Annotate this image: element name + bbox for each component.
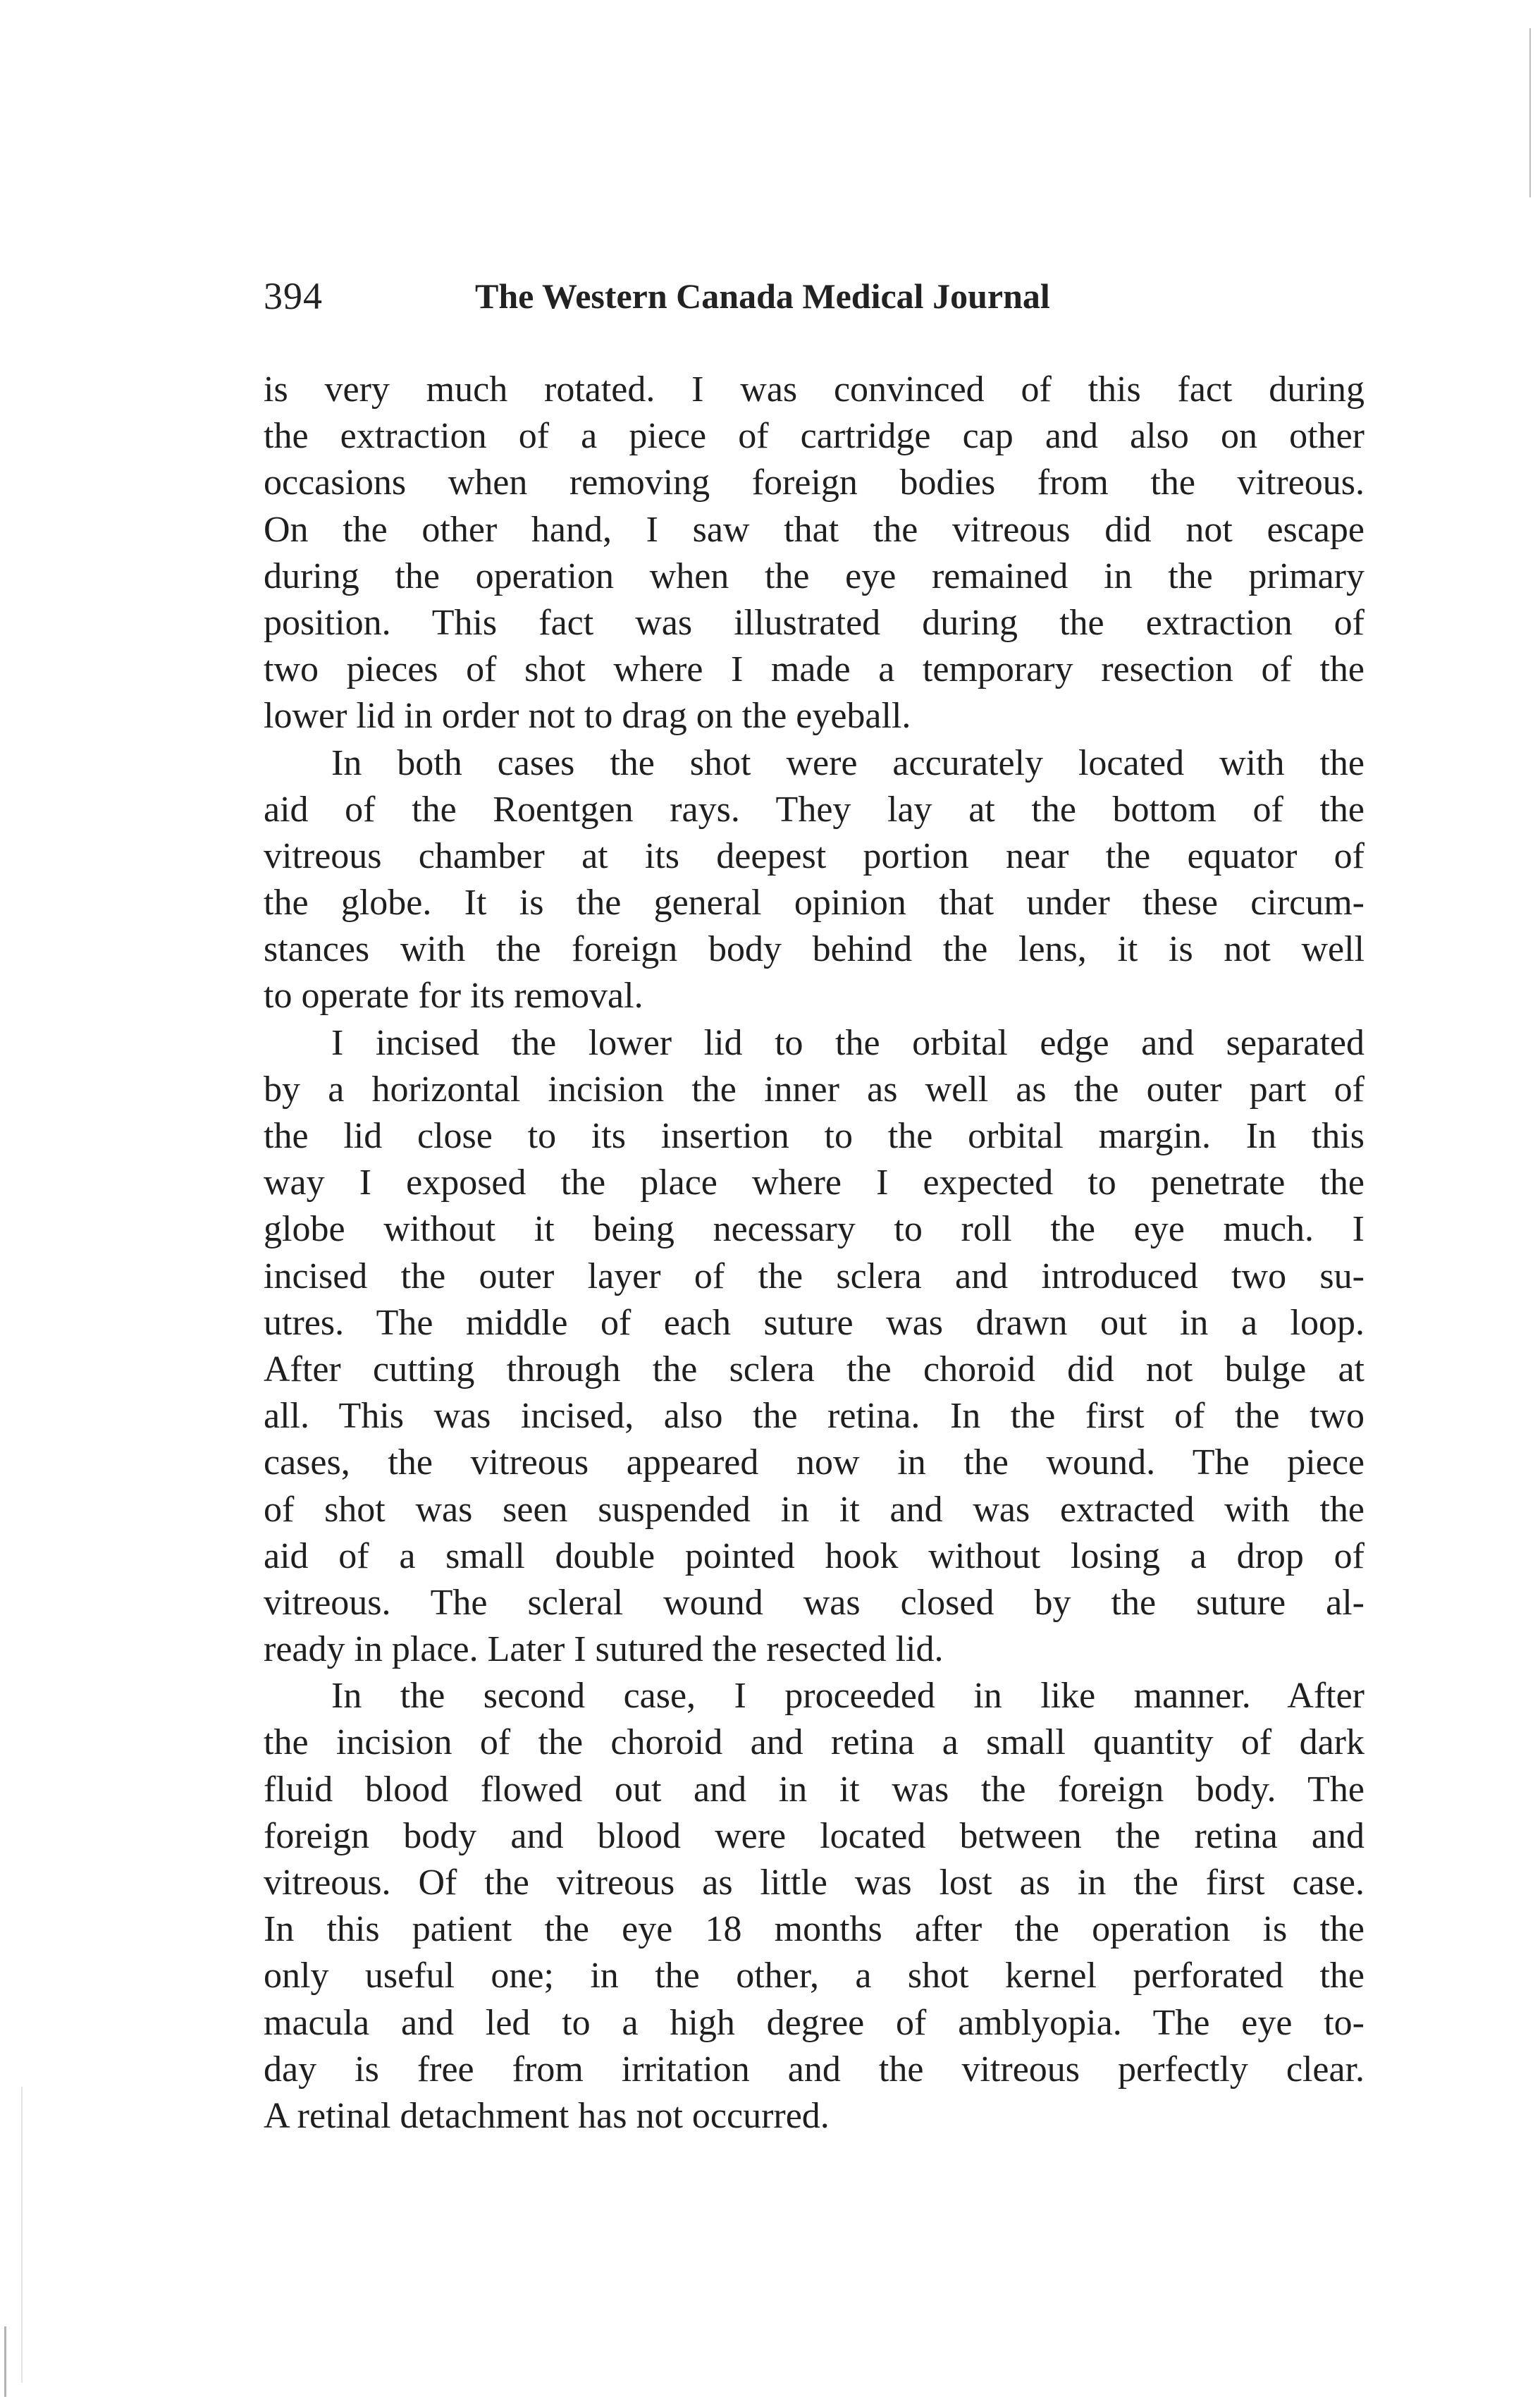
text-line: On the other hand, I saw that the vitreous did not escape (264, 509, 1365, 550)
scan-edge-mark (1529, 28, 1531, 197)
text-line: all. This was incised, also the retina. In the first of the two (264, 1396, 1365, 1437)
text-line: vitreous. Of the vitreous as little was lost as in the first case. (264, 1863, 1365, 1903)
text-line: cases, the vitreous appeared now in the wound. The piece (264, 1442, 1365, 1483)
running-head (264, 271, 1166, 321)
text-line: In both cases the shot were accurately located with the (331, 742, 1365, 783)
text-line: globe without it being necessary to roll the eye much. I (264, 1209, 1365, 1250)
text-line: stances with the foreign body behind the lens, it is not well (264, 929, 1365, 970)
text-line: foreign body and blood were located between the retina and (264, 1815, 1365, 1856)
text-line: day is free from irritation and the vitreous perfectly clear. (264, 2049, 1365, 2090)
text-line: macula and led to a high degree of amblyopia. The eye to- (264, 2002, 1365, 2043)
text-line: the incision of the choroid and retina a small quantity of dark (264, 1722, 1365, 1763)
paragraph (264, 1673, 1365, 2140)
text-line: is very much rotated. I was convinced of this fact during (264, 369, 1365, 410)
text-line: way I exposed the place where I expected to penetrate the (264, 1162, 1365, 1203)
text-line: I incised the lower lid to the orbital edge and separated (331, 1022, 1365, 1063)
text-line: the lid close to its insertion to the orbital margin. In this (264, 1116, 1365, 1156)
paragraph (264, 1020, 1365, 1674)
text-line: vitreous chamber at its deepest portion near the equator of (264, 835, 1365, 876)
text-line: only useful one; in the other, a shot kernel perforated the (264, 1956, 1365, 1996)
text-line: to operate for its removal. (264, 976, 643, 1017)
text-line: A retinal detachment has not occurred. (264, 2095, 830, 2136)
text-line: ready in place. Later I sutured the resected lid. (264, 1629, 944, 1670)
scan-edge-mark (21, 2087, 23, 2383)
text-line: After cutting through the sclera the choroid did not bulge at (264, 1349, 1365, 1389)
paragraph (264, 367, 1365, 740)
text-line: the globe. It is the general opinion that under these circum- (264, 883, 1365, 924)
text-line: position. This fact was illustrated during the extraction of (264, 602, 1365, 643)
text-line: by a horizontal incision the inner as well as the outer part of (264, 1069, 1365, 1110)
journal-title: The Western Canada Medical Journal (475, 276, 1050, 316)
text-line: In this patient the eye 18 months after the operation is the (264, 1909, 1365, 1950)
text-line: two pieces of shot where I made a temporary resection of the (264, 649, 1365, 690)
text-line: utres. The middle of each suture was drawn out in a loop. (264, 1302, 1365, 1343)
text-line: of shot was seen suspended in it and was extracted with the (264, 1489, 1365, 1530)
text-line: aid of the Roentgen rays. They lay at the bottom of the (264, 789, 1365, 830)
text-line: incised the outer layer of the sclera and introduced two su- (264, 1256, 1365, 1296)
scan-edge-mark (4, 2326, 6, 2397)
text-line: vitreous. The scleral wound was closed by the suture al- (264, 1582, 1365, 1623)
text-line: the extraction of a piece of cartridge cap and also on other (264, 416, 1365, 457)
text-line: occasions when removing foreign bodies from the vitreous. (264, 462, 1365, 503)
body-text (264, 367, 1365, 2140)
paragraph (264, 740, 1365, 1020)
page-number: 394 (264, 275, 323, 317)
text-line: lower lid in order not to drag on the eyeball. (264, 696, 911, 737)
text-line: In the second case, I proceeded in like manner. After (331, 1676, 1365, 1717)
text-line: during the operation when the eye remained in the primary (264, 556, 1365, 596)
text-line: fluid blood flowed out and in it was the foreign body. The (264, 1769, 1365, 1810)
text-line: aid of a small double pointed hook without losing a drop of (264, 1535, 1365, 1576)
